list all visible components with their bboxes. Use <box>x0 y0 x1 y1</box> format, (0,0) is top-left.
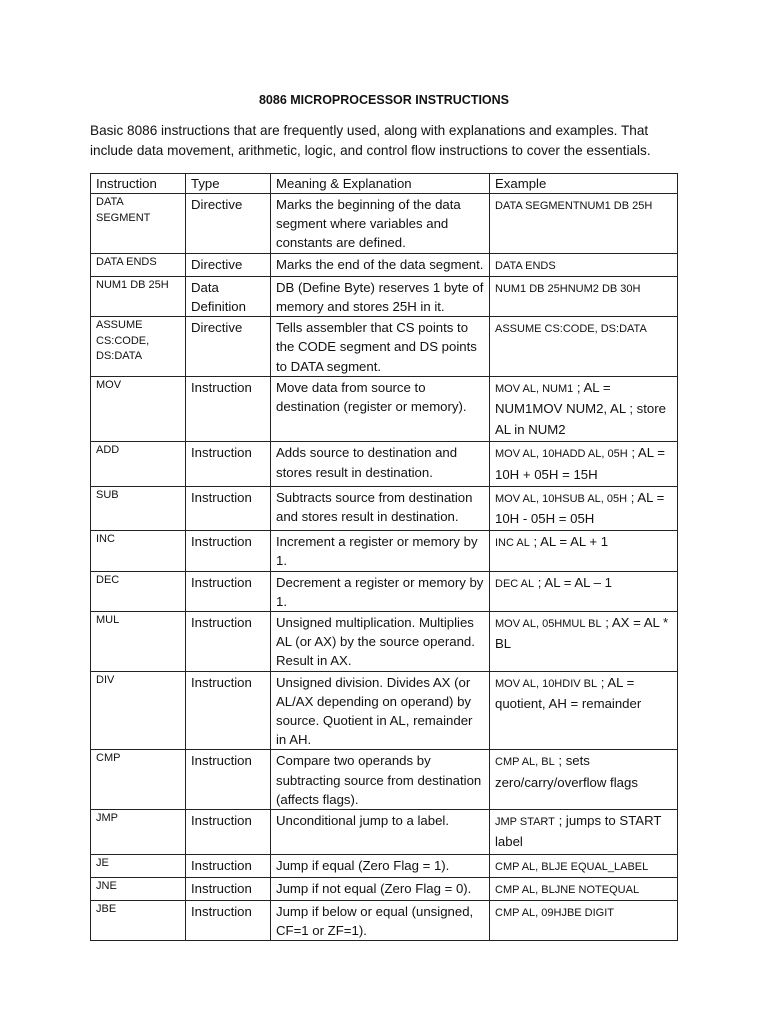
cell-type: Instruction <box>186 531 271 571</box>
cell-type: Directive <box>186 253 271 276</box>
example-comment: ; AL = 10H - 05H = 05H <box>495 489 665 527</box>
example-code: CMP AL, BLJE EQUAL_LABEL <box>495 860 649 873</box>
table-row <box>91 442 678 486</box>
cell-meaning: Subtracts source from destination and stores result in destination. <box>271 486 490 530</box>
table-header-row <box>91 174 678 194</box>
header-example: Example <box>490 174 678 194</box>
cell-instruction: INC <box>91 531 186 571</box>
cell-example <box>490 317 678 377</box>
example-code: MOV AL, NUM1 <box>495 382 574 395</box>
example-comment: ; AL = AL – 1 <box>534 574 612 590</box>
intro-paragraph: Basic 8086 instructions that are frequently used, along with explanations and examples. That include data movement, arithmetic, logic, and control flow instructions to cover the essentials. <box>90 123 651 158</box>
cell-example <box>490 194 678 254</box>
cell-meaning: Jump if below or equal (unsigned, CF=1 or ZF=1). <box>271 900 490 940</box>
cell-example <box>490 612 678 672</box>
cell-type: Instruction <box>186 442 271 486</box>
cell-example <box>490 810 678 854</box>
cell-meaning: Tells assembler that CS points to the CODE segment and DS points to DATA segment. <box>271 317 490 377</box>
header-type: Type <box>186 174 271 194</box>
table-row <box>91 317 678 377</box>
table-row <box>91 750 678 810</box>
example-code: MOV AL, 10HDIV BL <box>495 677 598 690</box>
table-row <box>91 612 678 672</box>
cell-instruction: DATA ENDS <box>91 253 186 276</box>
example-code: DATA ENDS <box>495 259 556 272</box>
cell-instruction: MUL <box>91 612 186 672</box>
cell-instruction: DEC <box>91 571 186 611</box>
cell-type: Instruction <box>186 612 271 672</box>
cell-type: Instruction <box>186 900 271 940</box>
cell-example <box>490 671 678 750</box>
example-comment: ; AL = quotient, AH = remainder <box>495 674 642 711</box>
cell-meaning: Compare two operands by subtracting source from destination (affects flags). <box>271 750 490 810</box>
table-row <box>91 253 678 276</box>
cell-type: Instruction <box>186 571 271 611</box>
table-row <box>91 671 678 750</box>
example-code: JMP START <box>495 816 555 829</box>
cell-type: Instruction <box>186 810 271 854</box>
header-instruction: Instruction <box>91 174 186 194</box>
cell-example <box>490 442 678 486</box>
example-code: INC AL <box>495 537 530 550</box>
cell-type: Instruction <box>186 877 271 900</box>
cell-example <box>490 571 678 611</box>
cell-meaning: Unsigned multiplication. Multiplies AL (or AX) by the source operand. Result in AX. <box>271 612 490 672</box>
cell-instruction: DATA SEGMENT <box>91 194 186 254</box>
cell-meaning: Adds source to destination and stores result in destination. <box>271 442 490 486</box>
cell-meaning: Increment a register or memory by 1. <box>271 531 490 571</box>
cell-meaning: Jump if not equal (Zero Flag = 0). <box>271 877 490 900</box>
cell-instruction: NUM1 DB 25H <box>91 276 186 316</box>
table-row <box>91 571 678 611</box>
cell-type: Instruction <box>186 854 271 877</box>
cell-example <box>490 276 678 316</box>
cell-instruction: JMP <box>91 810 186 854</box>
table-row <box>91 810 678 854</box>
cell-instruction: SUB <box>91 486 186 530</box>
cell-meaning: Marks the beginning of the data segment where variables and constants are defined. <box>271 194 490 254</box>
cell-example <box>490 531 678 571</box>
cell-meaning: Decrement a register or memory by 1. <box>271 571 490 611</box>
cell-type: Directive <box>186 317 271 377</box>
example-comment: ; AL = AL + 1 <box>529 534 609 550</box>
cell-type: Instruction <box>186 750 271 810</box>
table-row <box>91 486 678 530</box>
table-row <box>91 854 678 877</box>
table-row <box>91 376 678 442</box>
cell-example <box>490 253 678 276</box>
example-code: CMP AL, BLJNE NOTEQUAL <box>495 883 640 896</box>
example-code: CMP AL, BL <box>495 756 555 769</box>
example-comment: ; AL = NUM1MOV NUM2, AL ; store AL in NUM2 <box>495 379 666 438</box>
cell-meaning: Unconditional jump to a label. <box>271 810 490 854</box>
cell-meaning: Jump if equal (Zero Flag = 1). <box>271 854 490 877</box>
table-row <box>91 900 678 940</box>
example-code: NUM1 DB 25HNUM2 DB 30H <box>495 282 641 295</box>
cell-type: Instruction <box>186 671 271 750</box>
cell-instruction: ASSUME CS:CODE, DS:DATA <box>91 317 186 377</box>
cell-instruction: JNE <box>91 877 186 900</box>
cell-type: Data Definition <box>186 276 271 316</box>
cell-meaning: Marks the end of the data segment. <box>271 253 490 276</box>
example-code: MOV AL, 10HADD AL, 05H <box>495 448 628 461</box>
table-row <box>91 276 678 316</box>
cell-instruction: JBE <box>91 900 186 940</box>
cell-type: Instruction <box>186 486 271 530</box>
cell-example <box>490 486 678 530</box>
table-row <box>91 194 678 254</box>
example-comment: ; jumps to START label <box>495 813 662 850</box>
table-row <box>91 531 678 571</box>
example-comment: ; AX = AL * BL <box>495 615 669 652</box>
instruction-table <box>90 173 678 941</box>
example-comment: ; sets zero/carry/overflow flags <box>495 753 638 790</box>
example-code: CMP AL, 09HJBE DIGIT <box>495 906 615 919</box>
cell-type: Instruction <box>186 376 271 442</box>
cell-instruction: ADD <box>91 442 186 486</box>
table-row <box>91 877 678 900</box>
cell-meaning: DB (Define Byte) reserves 1 byte of memory and stores 25H in it. <box>271 276 490 316</box>
cell-example <box>490 376 678 442</box>
cell-example <box>490 750 678 810</box>
cell-example <box>490 877 678 900</box>
example-comment: ; AL = 10H + 05H = 15H <box>495 445 665 482</box>
example-code: ASSUME CS:CODE, DS:DATA <box>495 323 647 336</box>
cell-example <box>490 854 678 877</box>
example-code: DATA SEGMENTNUM1 DB 25H <box>495 200 653 212</box>
cell-instruction: MOV <box>91 376 186 442</box>
cell-meaning: Unsigned division. Divides AX (or AL/AX depending on operand) by source. Quotient in AL, remainder in AH. <box>271 671 490 750</box>
cell-instruction: DIV <box>91 671 186 750</box>
page-title: 8086 MICROPROCESSOR INSTRUCTIONS <box>258 93 510 107</box>
example-code: MOV AL, 05HMUL BL <box>495 618 602 631</box>
cell-example <box>490 900 678 940</box>
cell-meaning: Move data from source to destination (register or memory). <box>271 376 490 442</box>
example-code: DEC AL <box>495 577 535 590</box>
header-meaning: Meaning & Explanation <box>271 174 490 194</box>
example-code: MOV AL, 10HSUB AL, 05H <box>495 492 628 505</box>
cell-instruction: CMP <box>91 750 186 810</box>
cell-type: Directive <box>186 194 271 254</box>
cell-instruction: JE <box>91 854 186 877</box>
